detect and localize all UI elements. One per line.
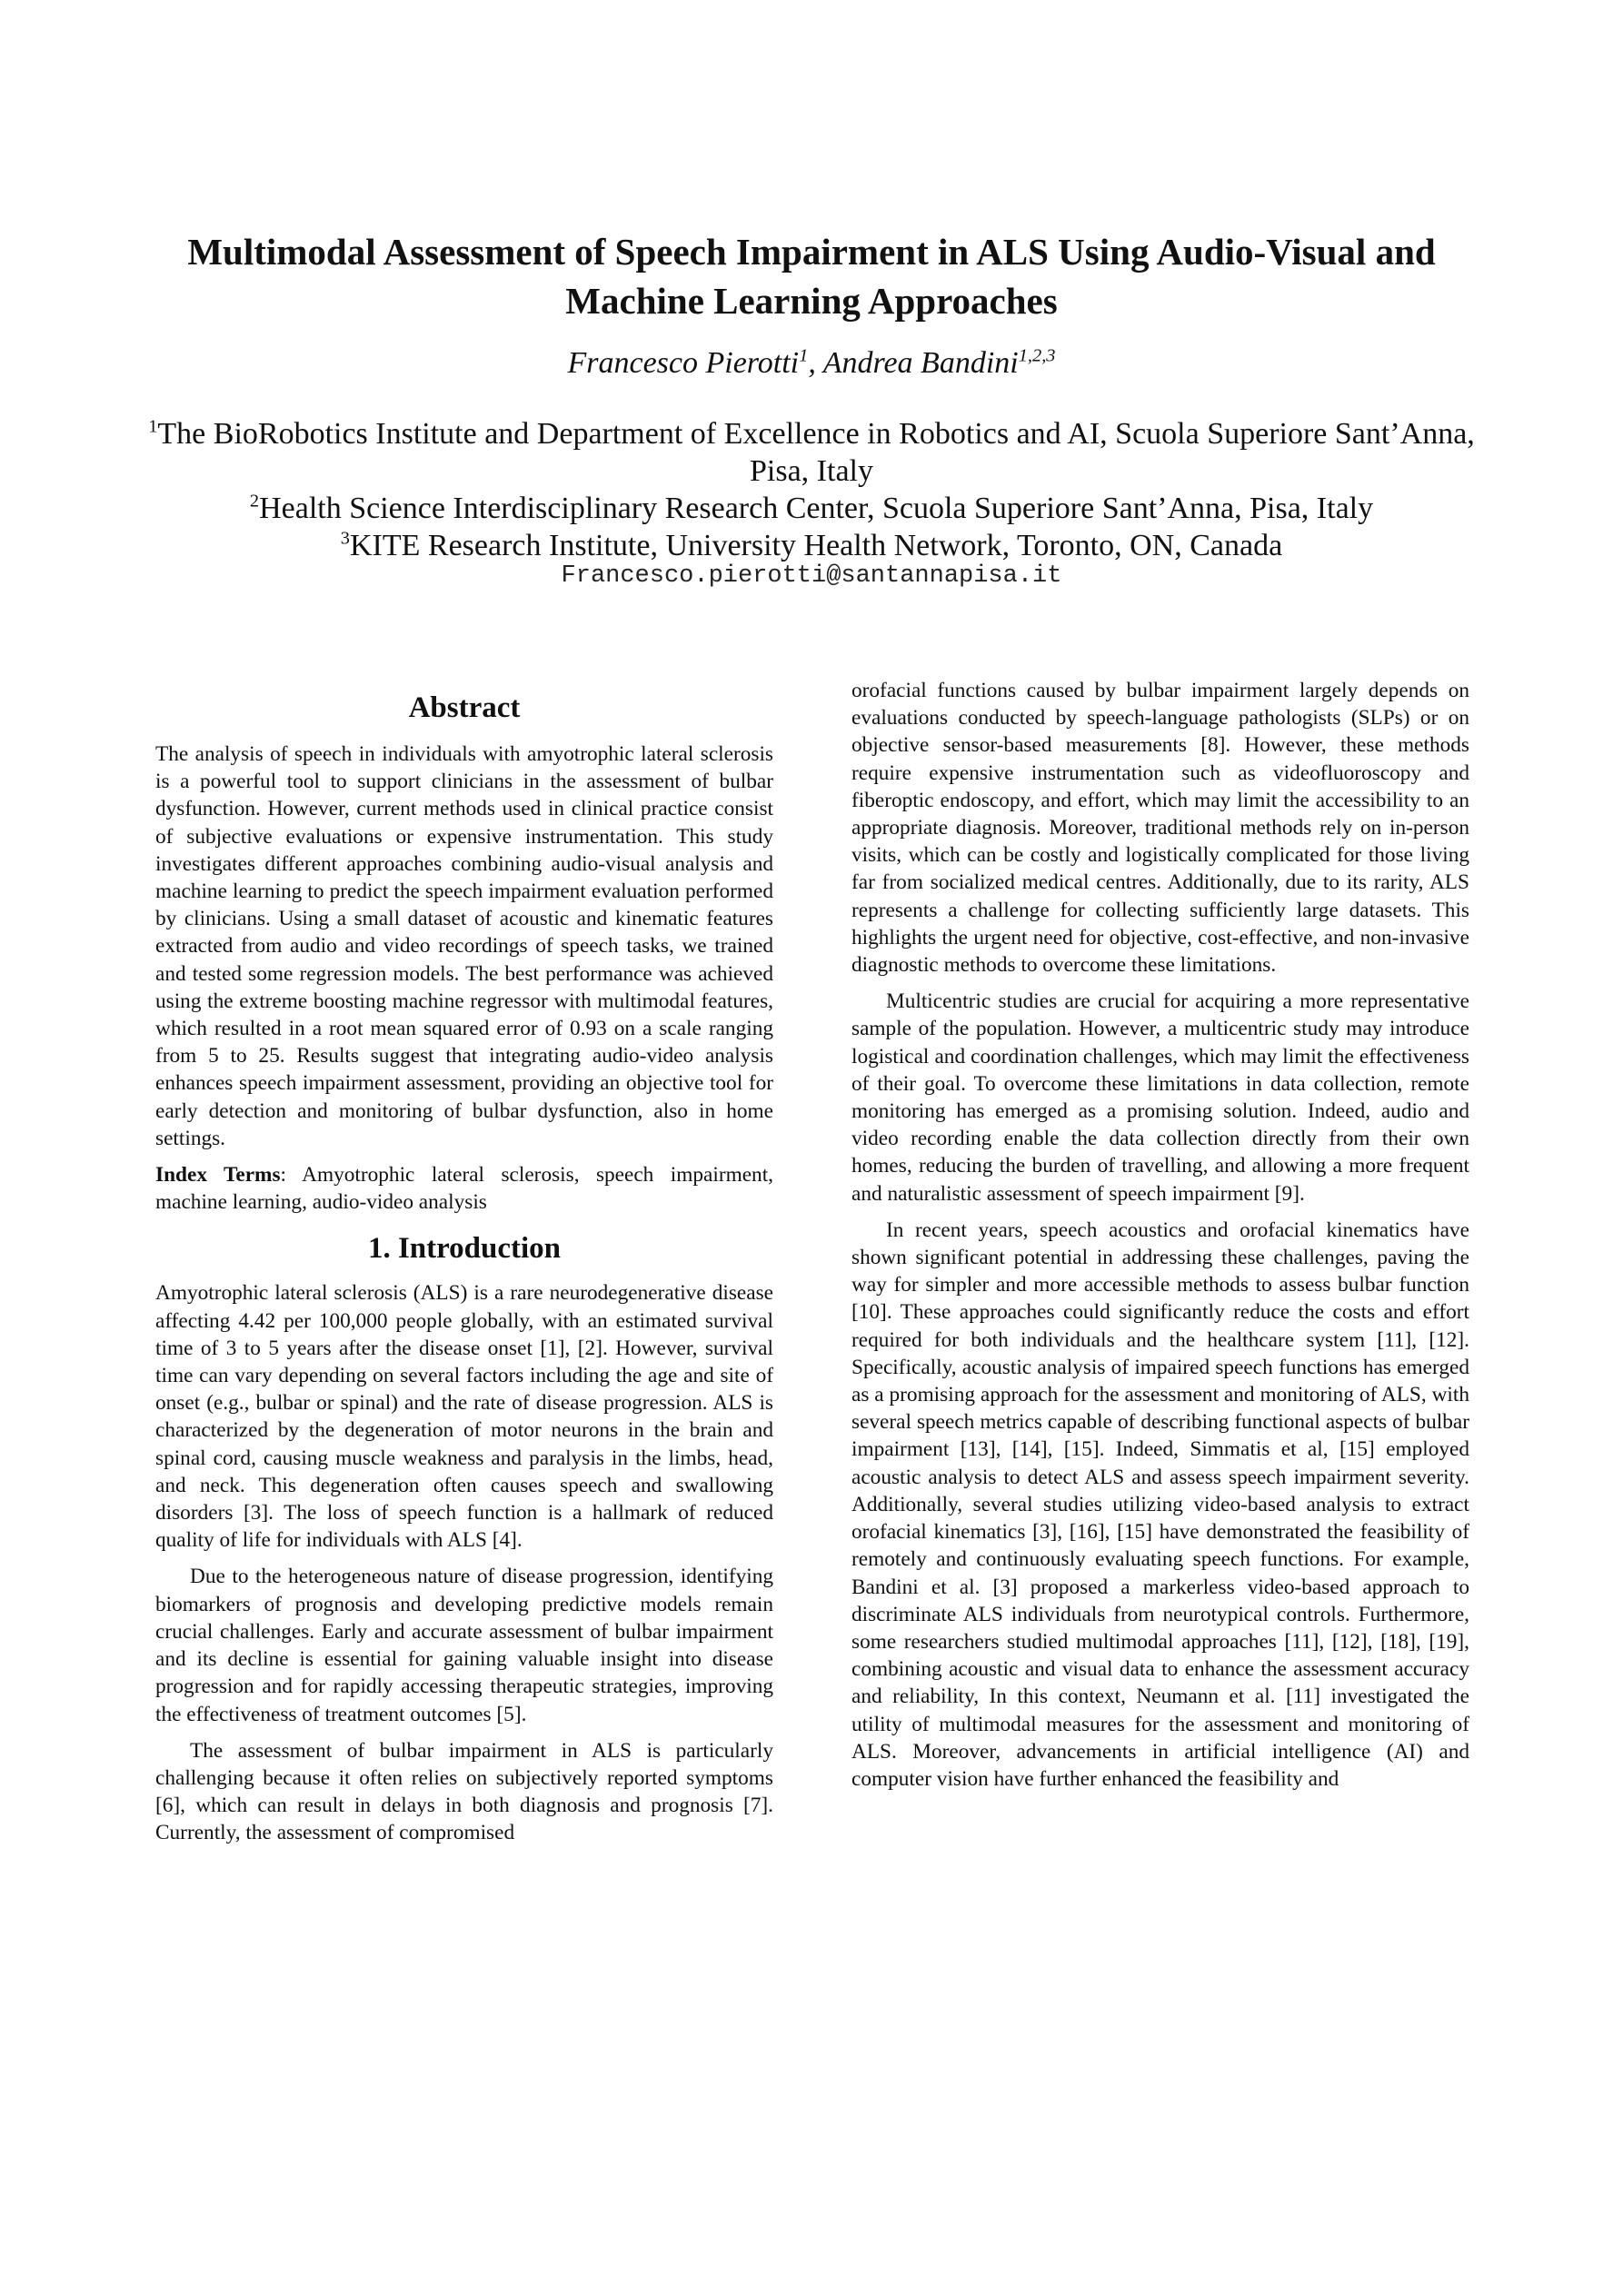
contact-email[interactable]: Francesco.pierotti@santannapisa.it <box>561 562 1062 590</box>
paper-title: Multimodal Assessment of Speech Impairment in ALS Using Audio-Visual and Machine Learning Approaches <box>187 231 1436 322</box>
abstract-heading: Abstract <box>408 691 521 724</box>
affiliation-text: KITE Research Institute, University Health Network, Toronto, ON, Canada <box>350 529 1283 562</box>
abstract-text: The analysis of speech in individuals with amyotrophic lateral sclerosis is a powerful tool to support clinicians in the assessment of bulbar dysfunction. However, current methods used in clinical practice consist of subjective evaluations or expensive instrumentation. This study investigates different approaches combining audio-visual analysis and machine learning to predict the speech impairment evaluation performed by clinicians. Using a small dataset of acoustic and kinematic features extracted from audio and video recordings of speech tasks, we trained and tested some regression models. The best performance was achieved using the extreme boosting machine regressor with multimodal features, which resulted in a root mean squared error of 0.93 on a scale ranging from 5 to 25. Results suggest that integrating audio-video analysis enhances speech impairment assessment, providing an objective tool for early detection and monitoring of bulbar dysfunction, also in home settings. <box>155 742 773 1150</box>
author-affiliation-mark: 1 <box>799 345 809 366</box>
index-terms-text: : Amyotrophic lateral sclerosis, speech impairment, machine learning, audio-video analysis <box>155 1163 773 1215</box>
author-name: Francesco Pierotti <box>567 346 800 380</box>
affiliation-mark: 1 <box>148 416 158 437</box>
body-paragraph: orofacial functions caused by bulbar impairment largely depends on evaluations conducted by speech-language pathologists (SLPs) or on objective sensor-based measurements [8]. However, these methods require expensive instrumentation such as videofluoroscopy and fiberoptic endoscopy, and effort, which may limit the accessibility to an appropriate diagnosis. Moreover, traditional methods rely on in-person visits, which can be costly and logistically complicated for those living far from socialized medical centres. Additionally, due to its rarity, ALS represents a challenge for collecting sufficiently large datasets. This highlights the urgent need for objective, cost-effective, and non-invasive diagnostic methods to overcome these limitations. <box>851 679 1469 978</box>
author-separator: , <box>808 346 823 380</box>
affiliation-list <box>136 415 1487 564</box>
affiliation <box>136 415 1487 490</box>
body-paragraph: Multicentric studies are crucial for acquiring a more representative sample of the population. However, a multicentric study may introduce logistical and coordination challenges, which may limit the effectiveness of their goal. To overcome these limitations in data collection, remote monitoring has emerged as a promising solution. Indeed, audio and video recording enable the data collection directly from their own homes, reducing the burden of travelling, and allowing a more frequent and naturalistic assessment of speech impairment [9]. <box>851 989 1469 1206</box>
left-column <box>155 677 773 1847</box>
body-paragraph: Amyotrophic lateral sclerosis (ALS) is a rare neurodegenerative disease affecting 4.42 per 100,000 people globally, with an estimated survival time of 3 to 5 years after the disease onset [1], [2]. However, survival time can vary depending on several factors including the age and site of onset (e.g., bulbar or spinal) and the rate of disease progression. ALS is characterized by the degeneration of motor neurons in the brain and spinal cord, causing muscle weakness and paralysis in the limbs, head, and neck. This degeneration often causes speech and swallowing disorders [3]. The loss of speech function is a hallmark of reduced quality of life for individuals with ALS [4]. <box>155 1281 773 1553</box>
author-affiliation-mark: 1,2,3 <box>1018 345 1056 366</box>
affiliation <box>136 527 1487 564</box>
affiliation <box>136 490 1487 527</box>
affiliation-text: Health Science Interdisciplinary Research Center, Scuola Superiore Sant’Anna, Pisa, Italy <box>259 492 1374 525</box>
affiliation-mark: 3 <box>340 528 350 549</box>
affiliation-text: The BioRobotics Institute and Department of Excellence in Robotics and AI, Scuola Superiore Sant’Anna, Pisa, Italy <box>157 417 1475 488</box>
affiliation-mark: 2 <box>249 491 260 512</box>
author-list <box>136 343 1487 383</box>
introduction-heading: 1. Introduction <box>367 1232 562 1266</box>
body-paragraph: The assessment of bulbar impairment in ALS is particularly challenging because it often relies on subjectively reported symptoms [6], which can result in delays in both diagnosis and prognosis [7]. Currently, the assessment of compromised <box>155 1738 773 1845</box>
right-column <box>851 677 1469 1793</box>
body-paragraph: In recent years, speech acoustics and orofacial kinematics have shown significant potential in addressing these challenges, paving the way for simpler and more accessible methods to assess bulbar function [10]. These approaches could significantly reduce the costs and effort required for both individuals and the healthcare system [11], [12]. Specifically, acoustic analysis of impaired speech functions has emerged as a promising approach for the assessment and monitoring of ALS, with several speech metrics capable of describing functional aspects of bulbar impairment [13], [14], [15]. Indeed, Simmatis et al, [15] employed acoustic analysis to detect ALS and assess speech impairment severity. Additionally, several studies utilizing video-based analysis to extract orofacial kinematics [3], [16], [15] have demonstrated the feasibility of remotely and continuously evaluating speech functions. For example, Bandini et al. [3] proposed a markerless video-based approach to discriminate ALS individuals from neurotypical controls. Furthermore, some researchers studied multimodal approaches [11], [12], [18], [19], combining acoustic and visual data to enhance the assessment accuracy and reliability, In this context, Neumann et al. [11] investigated the utility of multimodal measures for the assessment and monitoring of ALS. Moreover, advancements in artificial intelligence (AI) and computer vision have further enhanced the feasibility and <box>851 1218 1469 1791</box>
author-name: Andrea Bandini <box>822 346 1019 380</box>
body-paragraph: Due to the heterogeneous nature of disease progression, identifying biomarkers of prognosis and developing predictive models remain crucial challenges. Early and accurate assessment of bulbar impairment and its decline is essential for gaining valuable insight into disease progression and for rapidly accessing therapeutic strategies, improving the effectiveness of treatment outcomes [5]. <box>155 1565 773 1726</box>
index-terms <box>155 1161 773 1216</box>
index-terms-label: Index Terms <box>155 1163 281 1188</box>
